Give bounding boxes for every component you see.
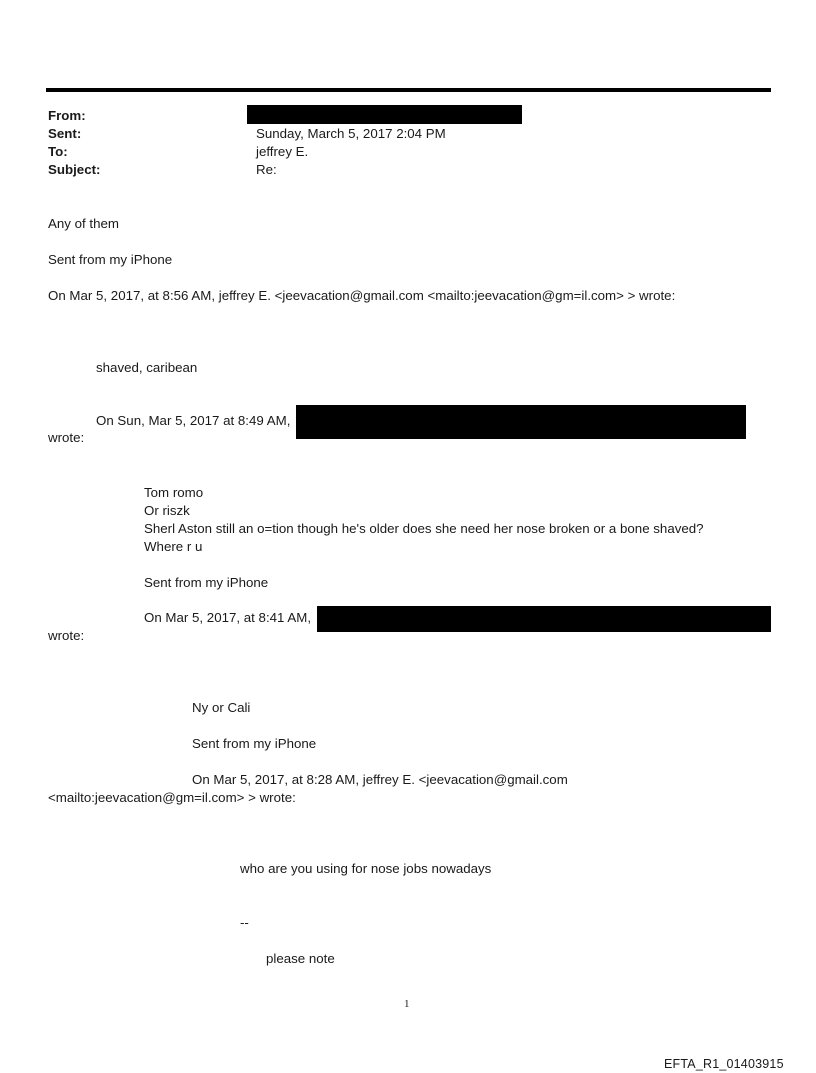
quote1-text: shaved, caribean <box>96 360 198 375</box>
sender-redaction-3 <box>317 606 771 632</box>
quote-header-2: On Sun, Mar 5, 2017 at 8:49 AM, <box>96 413 291 428</box>
quote-header-3: On Mar 5, 2017, at 8:41 AM, <box>144 610 312 625</box>
from-label: From: <box>48 108 86 123</box>
quote2-line-1: Tom romo <box>144 485 204 500</box>
from-redaction <box>247 105 522 124</box>
sender-redaction-2 <box>296 405 746 439</box>
quote-header-1: On Mar 5, 2017, at 8:56 AM, jeffrey E. <jeevacation@gmail.com <mailto:jeevacation@gm=il.com> > wrote: <box>48 288 676 303</box>
quote3-signature: Sent from my iPhone <box>192 736 317 751</box>
sent-label: Sent: <box>48 126 82 141</box>
quote4-sig-dashes: -- <box>240 915 249 930</box>
page-number: 1 <box>404 998 410 1010</box>
quote2-signature: Sent from my iPhone <box>144 575 269 590</box>
header-rule <box>46 88 771 92</box>
quote-header-4-line-2: <mailto:jeevacation@gm=il.com> > wrote: <box>48 790 296 805</box>
quote4-line-1: who are you using for nose jobs nowadays <box>240 861 492 876</box>
quote4-note: please note <box>266 951 335 966</box>
document-id: EFTA_R1_01403915 <box>664 1057 784 1071</box>
quote2-line-2: Or riszk <box>144 503 190 518</box>
quote-header-2-wrote: wrote: <box>48 430 85 445</box>
sent-value: Sunday, March 5, 2017 2:04 PM <box>256 126 446 141</box>
to-label: To: <box>48 144 68 159</box>
subject-value: Re: <box>256 162 277 177</box>
subject-label: Subject: <box>48 162 101 177</box>
quote3-line-1: Ny or Cali <box>192 700 251 715</box>
quote2-line-4: Where r u <box>144 539 203 554</box>
body-line-reply: Any of them <box>48 216 119 231</box>
body-line-signature: Sent from my iPhone <box>48 252 173 267</box>
quote-header-4-line-1: On Mar 5, 2017, at 8:28 AM, jeffrey E. <jeevacation@gmail.com <box>192 772 568 787</box>
quote-header-3-wrote: wrote: <box>48 628 85 643</box>
to-value: jeffrey E. <box>256 144 309 159</box>
quote2-line-3: Sherl Aston still an o=tion though he's older does she need her nose broken or a bone shaved? <box>144 521 704 536</box>
